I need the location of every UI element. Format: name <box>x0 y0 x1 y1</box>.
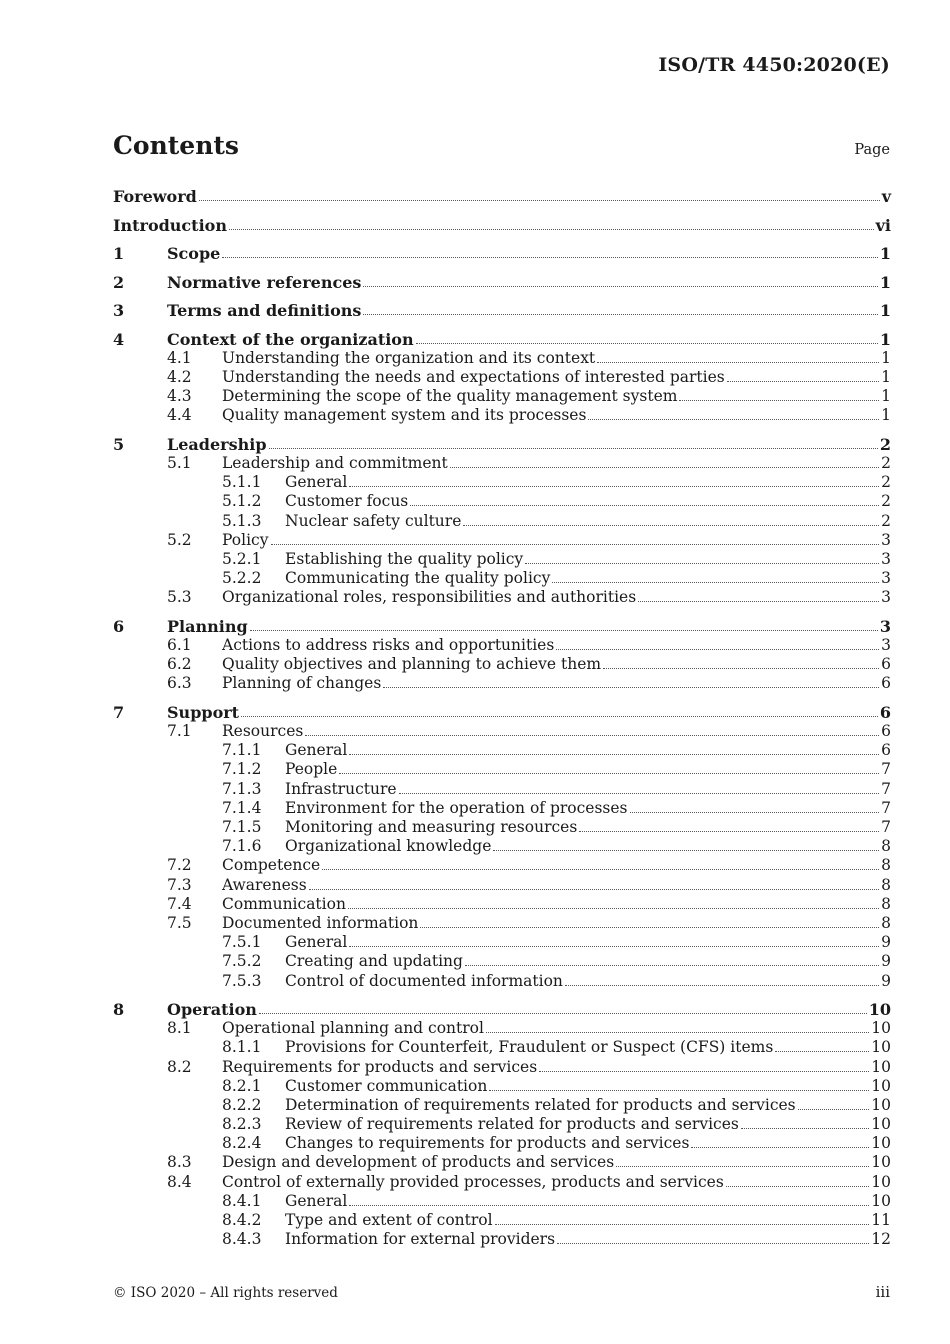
dot-leader <box>565 985 879 986</box>
toc-entry-title: Resources <box>222 722 304 741</box>
dot-leader <box>269 448 878 449</box>
toc-entry-title: Creating and updating <box>285 952 463 971</box>
toc-entry-title: Understanding the needs and expectations of interested parties <box>222 367 725 386</box>
toc-entry-page: 2 <box>881 473 891 492</box>
toc-entry-title: Control of externally provided processes, products and services <box>222 1172 724 1191</box>
toc-entry-number: 5.2 <box>167 530 192 549</box>
toc-entry-page: 10 <box>868 999 891 1019</box>
dot-leader <box>349 754 879 755</box>
toc-entry-page: 1 <box>879 329 891 349</box>
toc-entry[interactable] <box>113 932 891 951</box>
footer-copyright: © ISO 2020 – All rights reserved <box>113 1285 338 1301</box>
toc-entry[interactable] <box>113 951 891 970</box>
dot-leader <box>486 1032 869 1033</box>
toc-entry-title: General <box>285 741 348 760</box>
toc-entry-title: Operation <box>167 999 257 1019</box>
toc-entry-page: 6 <box>881 722 891 741</box>
toc-entry[interactable] <box>113 970 891 989</box>
table-of-contents <box>113 186 891 1248</box>
toc-entry[interactable] <box>113 328 891 347</box>
dot-leader <box>489 1090 869 1091</box>
toc-entry-title: Provisions for Counterfeit, Fraudulent or Suspect (CFS) items <box>285 1038 774 1057</box>
toc-entry[interactable] <box>113 1114 891 1133</box>
dot-leader <box>525 563 879 564</box>
toc-entry-number: 5.1.2 <box>222 492 262 511</box>
toc-entry-title: Determining the scope of the quality management system <box>222 387 678 406</box>
toc-entry-number: 7.1.3 <box>222 779 262 798</box>
toc-entry-title: Customer communication <box>285 1076 488 1095</box>
toc-entry-title: Infrastructure <box>285 779 397 798</box>
toc-entry-number: 6.2 <box>167 655 192 674</box>
dot-leader <box>597 362 879 363</box>
toc-entry[interactable] <box>113 855 891 874</box>
toc-entry-title: Environment for the operation of processes <box>285 798 628 817</box>
toc-entry-page: 3 <box>881 549 891 568</box>
toc-entry-title: Determination of requirements related for products and services <box>285 1095 796 1114</box>
toc-entry-title: Scope <box>167 244 221 264</box>
toc-entry-number: 7.1.6 <box>222 837 262 856</box>
toc-entry-page: 12 <box>871 1230 891 1249</box>
dot-leader <box>727 381 879 382</box>
toc-entry-number: 8 <box>113 999 125 1019</box>
toc-entry-title: Awareness <box>222 875 307 894</box>
toc-entry-title: People <box>285 760 338 779</box>
toc-entry[interactable] <box>113 1133 891 1152</box>
toc-entry-page: 10 <box>871 1095 891 1114</box>
toc-entry-page: 10 <box>871 1191 891 1210</box>
toc-entry-number: 7.2 <box>167 856 192 875</box>
toc-entry-number: 7 <box>113 702 125 722</box>
toc-entry-number: 5.3 <box>167 588 192 607</box>
toc-entry-title: Operational planning and control <box>222 1019 484 1038</box>
toc-entry-page: 9 <box>881 933 891 952</box>
toc-entry-page: 1 <box>881 348 891 367</box>
toc-entry-number: 1 <box>113 244 125 264</box>
toc-entry-number: 7.1.1 <box>222 741 262 760</box>
toc-entry-page: 10 <box>871 1115 891 1134</box>
toc-entry[interactable] <box>113 472 891 491</box>
toc-entry-page: 10 <box>871 1057 891 1076</box>
toc-entry-title: Quality objectives and planning to achieve them <box>222 655 602 674</box>
toc-entry-page: 1 <box>879 272 891 292</box>
toc-entry-number: 8.2.2 <box>222 1095 262 1114</box>
dot-leader <box>271 544 880 545</box>
toc-entry-number: 8.4.1 <box>222 1191 262 1210</box>
toc-entry-page: 1 <box>881 387 891 406</box>
toc-entry[interactable] <box>113 778 891 797</box>
toc-entry-number: 4 <box>113 329 125 349</box>
toc-entry-page: 3 <box>881 588 891 607</box>
toc-entry-page: 10 <box>871 1038 891 1057</box>
toc-entry-title: Control of documented information <box>285 971 563 990</box>
toc-entry[interactable] <box>113 386 891 405</box>
dot-leader <box>726 1186 869 1187</box>
dot-leader <box>349 946 879 947</box>
toc-entry-title: Type and extent of control <box>285 1211 493 1230</box>
toc-entry-title: Terms and definitions <box>167 301 362 321</box>
toc-entry-number: 8.1.1 <box>222 1038 262 1057</box>
toc-entry-number: 5 <box>113 434 125 454</box>
toc-entry[interactable] <box>113 702 891 721</box>
toc-entry[interactable] <box>113 510 891 529</box>
toc-entry-page: 2 <box>881 454 891 473</box>
toc-entry-title: Foreword <box>113 187 197 207</box>
footer-page-number: iii <box>875 1283 890 1301</box>
toc-entry-page: vi <box>875 215 891 235</box>
toc-entry-number: 8.4 <box>167 1172 192 1191</box>
toc-entry[interactable] <box>113 740 891 759</box>
toc-entry[interactable] <box>113 654 891 673</box>
dot-leader <box>339 773 879 774</box>
dot-leader <box>348 908 879 909</box>
toc-entry[interactable] <box>113 913 891 932</box>
dot-leader <box>410 505 879 506</box>
toc-entry-page: 8 <box>881 856 891 875</box>
toc-entry-number: 8.4.2 <box>222 1211 262 1230</box>
toc-entry-number: 6.1 <box>167 636 192 655</box>
toc-entry-page: 2 <box>881 511 891 530</box>
toc-entry-number: 7.4 <box>167 894 192 913</box>
dot-leader <box>588 419 879 420</box>
toc-entry-page: 10 <box>871 1076 891 1095</box>
dot-leader <box>798 1109 870 1110</box>
toc-entry[interactable] <box>113 568 891 587</box>
toc-entry[interactable] <box>113 186 891 205</box>
toc-entry-number: 8.2.4 <box>222 1134 262 1153</box>
dot-leader <box>416 343 878 344</box>
toc-entry[interactable] <box>113 453 891 472</box>
dot-leader <box>603 668 879 669</box>
toc-entry-title: Communicating the quality policy <box>285 569 551 588</box>
dot-leader <box>322 869 879 870</box>
dot-leader <box>383 687 879 688</box>
toc-entry-page: 6 <box>881 674 891 693</box>
toc-entry-title: General <box>285 1191 348 1210</box>
toc-entry-page: 3 <box>881 569 891 588</box>
toc-entry-number: 5.2.2 <box>222 569 262 588</box>
toc-entry-page: 1 <box>881 406 891 425</box>
toc-entry[interactable] <box>113 530 891 549</box>
toc-entry-page: 8 <box>881 913 891 932</box>
toc-entry-title: Monitoring and measuring resources <box>285 818 578 836</box>
dot-leader <box>420 927 879 928</box>
toc-entry-number: 8.4.3 <box>222 1230 262 1249</box>
toc-entry[interactable] <box>113 1191 891 1210</box>
dot-leader <box>222 257 878 258</box>
toc-entry[interactable] <box>113 348 891 367</box>
toc-entry-title: General <box>285 933 348 952</box>
toc-entry-title: Information for external providers <box>285 1230 556 1249</box>
dot-leader <box>691 1147 869 1148</box>
toc-entry[interactable] <box>113 1152 891 1171</box>
toc-entry-title: Support <box>167 702 240 722</box>
toc-entry-title: Planning of changes <box>222 674 382 693</box>
toc-entry-title: Leadership <box>167 434 267 454</box>
dot-leader <box>495 1224 870 1225</box>
toc-entry-page: 1 <box>879 244 891 264</box>
toc-entry[interactable] <box>113 367 891 386</box>
dot-leader <box>349 1205 869 1206</box>
toc-entry-title: Quality management system and its processes <box>222 406 587 425</box>
toc-entry[interactable] <box>113 874 891 893</box>
dot-leader <box>363 314 877 315</box>
toc-entry-number: 8.1 <box>167 1019 192 1038</box>
toc-entry-page: 8 <box>881 894 891 913</box>
dot-leader <box>557 1243 869 1244</box>
toc-entry-number: 6.3 <box>167 674 192 693</box>
dot-leader <box>638 601 879 602</box>
toc-entry[interactable] <box>113 894 891 913</box>
toc-entry-number: 3 <box>113 301 125 321</box>
toc-entry-title: Competence <box>222 856 321 875</box>
toc-entry-page: 6 <box>879 702 891 722</box>
toc-entry-page: 7 <box>881 779 891 798</box>
dot-leader <box>450 467 879 468</box>
toc-entry[interactable] <box>113 759 891 778</box>
toc-entry-number: 5.1 <box>167 454 192 473</box>
toc-entry-page: 6 <box>881 741 891 760</box>
toc-entry[interactable] <box>113 1056 891 1075</box>
toc-entry-page: 3 <box>881 530 891 549</box>
toc-entry-title: Organizational roles, responsibilities and authorities <box>222 588 637 607</box>
toc-entry[interactable] <box>113 1076 891 1095</box>
toc-entry[interactable] <box>113 549 891 568</box>
dot-leader <box>630 812 880 813</box>
dot-leader <box>241 716 878 717</box>
toc-entry[interactable] <box>113 300 891 319</box>
dot-leader <box>552 582 879 583</box>
toc-entry-number: 2 <box>113 272 125 292</box>
toc-entry-title: Documented information <box>222 913 419 932</box>
toc-entry-title: Communication <box>222 894 346 913</box>
toc-entry-title: Planning <box>167 616 248 636</box>
toc-entry-page: 3 <box>879 616 891 636</box>
toc-entry-number: 7.1.4 <box>222 798 262 817</box>
toc-entry[interactable] <box>113 721 891 740</box>
dot-leader <box>465 965 879 966</box>
toc-entry[interactable] <box>113 434 891 453</box>
toc-entry-number: 8.2.3 <box>222 1115 262 1134</box>
dot-leader <box>679 400 879 401</box>
toc-entry-number: 4.1 <box>167 348 192 367</box>
toc-entry-title: Review of requirements related for products and services <box>285 1115 739 1134</box>
dot-leader <box>229 229 874 230</box>
toc-entry[interactable] <box>113 271 891 290</box>
toc-entry[interactable] <box>113 243 891 262</box>
dot-leader <box>399 793 880 794</box>
dot-leader <box>305 735 879 736</box>
toc-entry[interactable] <box>113 999 891 1018</box>
toc-entry[interactable] <box>113 405 891 424</box>
toc-entry-title: Nuclear safety culture <box>285 511 462 530</box>
dot-leader <box>556 649 879 650</box>
dot-leader <box>259 1013 867 1014</box>
toc-entry-title: Normative references <box>167 272 362 292</box>
toc-entry[interactable] <box>113 836 891 855</box>
dot-leader <box>363 286 877 287</box>
toc-entry-number: 7.1.2 <box>222 760 262 779</box>
toc-entry-page: 9 <box>881 971 891 990</box>
toc-entry-number: 4.2 <box>167 367 192 386</box>
dot-leader <box>349 486 879 487</box>
toc-entry-number: 7.1 <box>167 722 192 741</box>
toc-entry-title: Actions to address risks and opportunities <box>222 636 555 655</box>
toc-entry[interactable] <box>113 1018 891 1037</box>
dot-leader <box>493 850 879 851</box>
toc-entry-page: 10 <box>871 1019 891 1038</box>
toc-entry[interactable] <box>113 1171 891 1190</box>
toc-entry-page: 9 <box>881 952 891 971</box>
toc-entry-page: 11 <box>871 1211 891 1230</box>
toc-entry-page: 3 <box>881 636 891 655</box>
page-column-label: Page <box>854 142 890 158</box>
toc-entry-number: 8.3 <box>167 1153 192 1172</box>
toc-entry[interactable] <box>113 798 891 817</box>
toc-entry-title: Introduction <box>113 215 227 235</box>
toc-entry-page: 7 <box>881 798 891 817</box>
toc-entry-number: 7.5.3 <box>222 971 262 990</box>
dot-leader <box>616 1166 869 1167</box>
toc-entry-page: 10 <box>871 1153 891 1172</box>
toc-entry[interactable] <box>113 491 891 510</box>
toc-entry-number: 7.1.5 <box>222 818 262 836</box>
toc-entry-number: 4.3 <box>167 387 192 406</box>
toc-entry-page: 7 <box>881 818 891 836</box>
toc-entry-title: Leadership and commitment <box>222 454 448 473</box>
toc-entry-page: 8 <box>881 875 891 894</box>
toc-entry[interactable] <box>113 1037 891 1056</box>
toc-entry-page: 8 <box>881 837 891 856</box>
toc-entry-page: 2 <box>881 492 891 511</box>
toc-entry[interactable] <box>113 616 891 635</box>
toc-entry-number: 8.2 <box>167 1057 192 1076</box>
dot-leader <box>309 889 879 890</box>
toc-entry-number: 7.3 <box>167 875 192 894</box>
toc-entry-number: 7.5 <box>167 913 192 932</box>
toc-entry[interactable] <box>113 214 891 233</box>
toc-entry-title: Understanding the organization and its context <box>222 348 596 367</box>
toc-entry-title: Organizational knowledge <box>285 837 492 856</box>
toc-entry[interactable] <box>113 673 891 692</box>
toc-entry-page: 2 <box>879 434 891 454</box>
toc-entry[interactable] <box>113 1210 891 1229</box>
toc-entry-title: Changes to requirements for products and services <box>285 1134 690 1153</box>
toc-entry[interactable] <box>113 635 891 654</box>
dot-leader <box>199 200 880 201</box>
toc-entry-page: 7 <box>881 760 891 779</box>
dot-leader <box>539 1071 869 1072</box>
toc-entry-number: 8.2.1 <box>222 1076 262 1095</box>
toc-entry-title: Customer focus <box>285 492 409 511</box>
toc-entry-title: General <box>285 473 348 492</box>
toc-entry-page: 10 <box>871 1172 891 1191</box>
document-identifier: ISO/TR 4450:2020(E) <box>658 54 890 76</box>
dot-leader <box>250 630 878 631</box>
toc-entry-title: Context of the organization <box>167 329 414 349</box>
toc-entry-title: Establishing the quality policy <box>285 549 524 568</box>
toc-entry-number: 4.4 <box>167 406 192 425</box>
toc-entry-title: Requirements for products and services <box>222 1057 538 1076</box>
toc-entry-page: 1 <box>881 367 891 386</box>
toc-entry-number: 6 <box>113 616 125 636</box>
toc-entry-number: 7.5.1 <box>222 933 262 952</box>
dot-leader <box>579 831 879 832</box>
toc-entry[interactable] <box>113 817 891 836</box>
dot-leader <box>741 1128 869 1129</box>
dot-leader <box>775 1051 869 1052</box>
toc-entry[interactable] <box>113 1229 891 1248</box>
dot-leader <box>463 525 879 526</box>
toc-entry-title: Policy <box>222 530 269 549</box>
toc-entry-title: Design and development of products and services <box>222 1153 615 1172</box>
toc-entry-number: 5.1.3 <box>222 511 262 530</box>
toc-entry-number: 7.5.2 <box>222 952 262 971</box>
toc-entry[interactable] <box>113 1095 891 1114</box>
toc-entry[interactable] <box>113 587 891 606</box>
toc-entry-page: 1 <box>879 301 891 321</box>
toc-entry-page: v <box>881 187 891 207</box>
toc-entry-page: 10 <box>871 1134 891 1153</box>
contents-title: Contents <box>113 131 240 160</box>
toc-entry-page: 6 <box>881 655 891 674</box>
toc-entry-number: 5.2.1 <box>222 549 262 568</box>
toc-entry-number: 5.1.1 <box>222 473 262 492</box>
